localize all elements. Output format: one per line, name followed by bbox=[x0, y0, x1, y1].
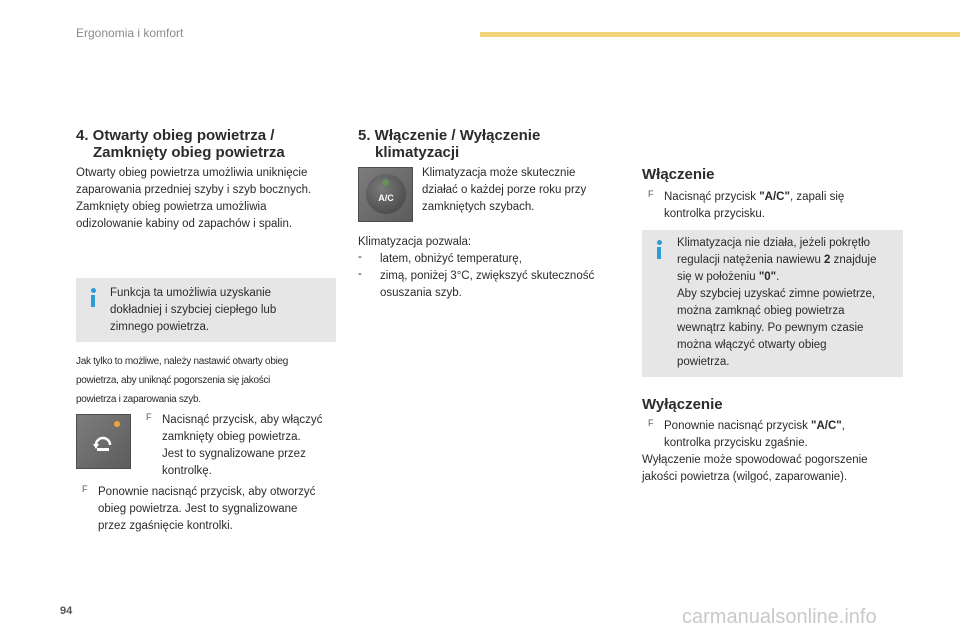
allows-line: zimą, poniżej 3°C, zwiększyć skuteczność bbox=[380, 270, 595, 282]
recommendation-line: powietrza, aby uniknąć pogorszenia się jakości bbox=[76, 375, 271, 386]
on-section-info-box bbox=[642, 230, 903, 377]
info-text bbox=[677, 235, 899, 371]
intro-line: Zamknięty obieg powietrza umożliwia bbox=[76, 201, 267, 213]
info-line: Aby szybciej uzyskać zimne powietrze, bbox=[677, 288, 876, 300]
ac-button-image bbox=[358, 167, 413, 222]
ac-knob bbox=[366, 174, 406, 214]
step-line: Jest to sygnalizowane przez bbox=[162, 448, 306, 460]
text-fragment: znajduje bbox=[830, 254, 877, 266]
step-line: Ponownie nacisnąć przycisk, aby otworzyć bbox=[98, 486, 316, 498]
bullet-icon: F bbox=[82, 484, 88, 494]
indicator-led bbox=[114, 421, 120, 427]
info-line: zimnego powietrza. bbox=[110, 321, 210, 333]
off-step-line2: kontrolka przycisku zgaśnie. bbox=[664, 437, 808, 449]
info-line bbox=[677, 269, 899, 286]
off-step-line1 bbox=[664, 418, 908, 435]
step-line: Nacisnąć przycisk, aby włączyć bbox=[162, 414, 323, 426]
note-line: Wyłączenie może spowodować pogorszenie bbox=[642, 454, 868, 466]
on-step-text bbox=[648, 189, 908, 223]
section5-title bbox=[358, 127, 628, 161]
section5-title-line1: 5. Włączenie / Wyłączenie bbox=[358, 127, 541, 144]
info-line: można zamknąć obieg powietrza bbox=[677, 305, 845, 317]
info-icon bbox=[86, 288, 100, 307]
recirculation-icon bbox=[92, 433, 114, 453]
step-line: obieg powietrza. Jest to sygnalizowane bbox=[98, 503, 298, 515]
recommendation-line: Jak tylko to możliwe, należy nastawić otwarty obieg bbox=[76, 356, 289, 367]
intro-line: Klimatyzacja może skutecznie bbox=[422, 167, 576, 179]
section4-info-box bbox=[76, 278, 336, 342]
text-fragment: Ponownie nacisnąć przycisk bbox=[664, 420, 812, 432]
allows-line: latem, obniżyć temperaturę, bbox=[380, 253, 522, 265]
section4-title-line2: Zamknięty obieg powietrza bbox=[93, 144, 285, 161]
info-line bbox=[677, 252, 899, 269]
on-section-title: Włączenie bbox=[642, 166, 715, 183]
section4-step2 bbox=[82, 484, 352, 535]
off-section-note bbox=[642, 452, 912, 486]
off-step-text bbox=[648, 418, 908, 452]
info-icon bbox=[652, 240, 666, 259]
section4-intro bbox=[76, 165, 346, 233]
on-step-line2: kontrolka przycisku. bbox=[664, 208, 765, 220]
header-accent-bar bbox=[480, 32, 960, 37]
dash: - bbox=[358, 251, 362, 263]
header-section-title: Ergonomia i komfort bbox=[76, 26, 184, 40]
info-line: można włączyć otwarty obieg bbox=[677, 339, 827, 351]
text-fragment: , zapali się bbox=[789, 191, 845, 203]
allows-title: Klimatyzacja pozwala: bbox=[358, 236, 472, 248]
text-fragment-bold: "A/C" bbox=[811, 420, 842, 432]
bullet-icon: F bbox=[648, 418, 654, 428]
step-line: kontrolkę. bbox=[162, 465, 212, 477]
ac-label: A/C bbox=[378, 193, 394, 203]
text-fragment: się w położeniu bbox=[677, 271, 759, 283]
text-fragment: , bbox=[841, 420, 845, 432]
text-fragment-bold: 2 bbox=[824, 254, 831, 266]
text-fragment: Nacisnąć przycisk bbox=[664, 191, 760, 203]
info-text bbox=[110, 285, 330, 336]
recommendation-line: powietrza i zaparowania szyb. bbox=[76, 394, 201, 405]
section4-step1 bbox=[146, 412, 346, 480]
info-line: Funkcja ta umożliwia uzyskanie bbox=[110, 287, 272, 299]
indicator-led bbox=[382, 179, 389, 186]
info-line: dokładniej i szybciej ciepłego lub bbox=[110, 304, 277, 316]
intro-line: zaparowania przedniej szyby i szyb bocznych. bbox=[76, 184, 312, 196]
info-line: Klimatyzacja nie działa, jeżeli pokrętło bbox=[677, 237, 871, 249]
text-fragment: . bbox=[776, 271, 780, 283]
off-section-title: Wyłączenie bbox=[642, 396, 723, 413]
intro-line: Otwarty obieg powietrza umożliwia uniknięcie bbox=[76, 167, 308, 179]
on-section-step bbox=[648, 189, 908, 223]
on-step-line1 bbox=[664, 189, 908, 206]
section4-recommendation bbox=[76, 352, 346, 409]
step-line: zamknięty obieg powietrza. bbox=[162, 431, 301, 443]
intro-line: zamkniętych szybach. bbox=[422, 201, 535, 213]
info-line: powietrza. bbox=[677, 356, 730, 368]
section5-title-line2: klimatyzacji bbox=[375, 144, 460, 161]
section5-allows bbox=[358, 234, 628, 302]
section4-title bbox=[76, 127, 346, 161]
intro-line: działać o każdej porze roku przy bbox=[422, 184, 587, 196]
text-fragment-bold: "0" bbox=[758, 271, 777, 283]
step1-text bbox=[146, 412, 346, 480]
allows-item bbox=[358, 251, 628, 268]
section4-title-line1: 4. Otwarty obieg powietrza / bbox=[76, 127, 275, 144]
section5-intro bbox=[422, 165, 622, 216]
intro-line: odizolowanie kabiny od zapachów i spalin. bbox=[76, 218, 293, 230]
recirculation-button-image bbox=[76, 414, 131, 469]
text-fragment: regulacji natężenia nawiewu bbox=[677, 254, 825, 266]
page-number: 94 bbox=[60, 605, 73, 617]
watermark: carmanualsonline.info bbox=[682, 606, 877, 628]
bullet-icon: F bbox=[648, 189, 654, 199]
step-line: przez zgaśnięcie kontrolki. bbox=[98, 520, 233, 532]
allows-line: osuszania szyb. bbox=[380, 287, 462, 299]
bullet-icon: F bbox=[146, 412, 152, 422]
step2-text bbox=[82, 484, 352, 535]
info-line: wewnątrz kabiny. Po pewnym czasie bbox=[677, 322, 864, 334]
off-section-step bbox=[648, 418, 908, 452]
dash: - bbox=[358, 268, 362, 280]
allows-item bbox=[358, 268, 628, 302]
note-line: jakości powietrza (wilgoć, zaparowanie). bbox=[642, 471, 848, 483]
text-fragment-bold: "A/C" bbox=[759, 191, 790, 203]
